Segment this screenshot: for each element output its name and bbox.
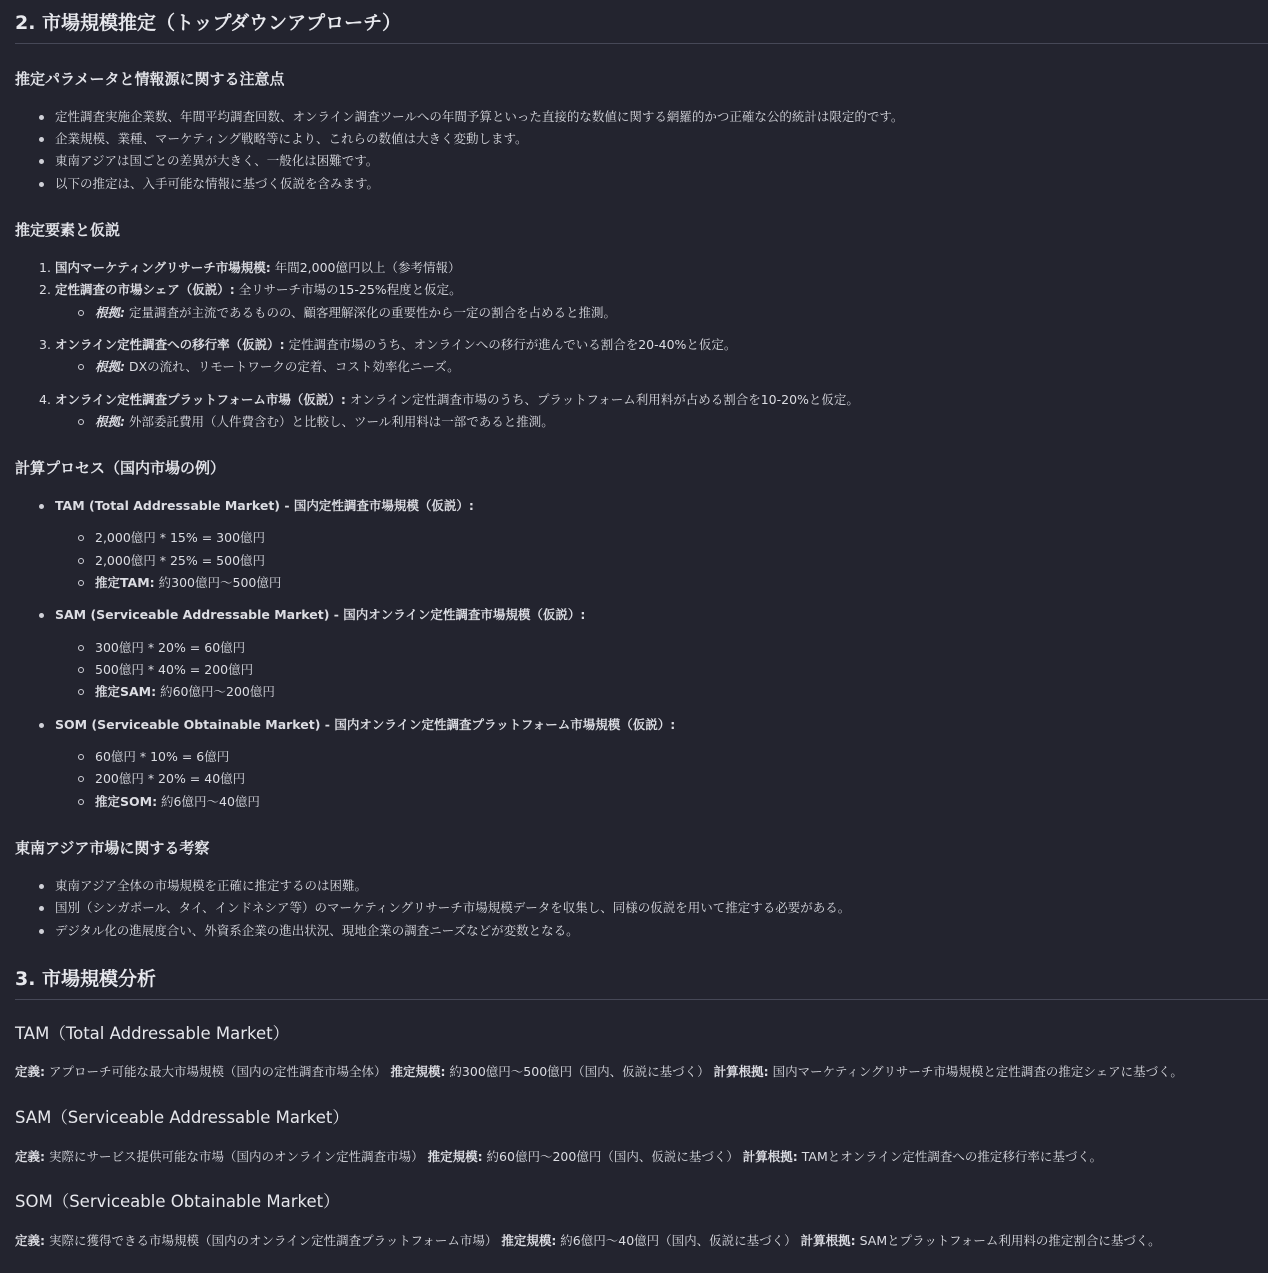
bullet-icon (39, 137, 44, 142)
sam-heading: SAM（Serviceable Addressable Market） (15, 1108, 349, 1127)
tam-heading: TAM（Total Addressable Market） (15, 1024, 290, 1043)
circle-bullet-icon (78, 364, 84, 370)
document: 2. 市場規模推定（トップダウンアプローチ） 推定パラメータと情報源に関する注意点 定性調査実施企業数、年間平均調査回数、オンライン調査ツールへの年間予算といった直接的な数値に関する網羅的かつ正確な公的統計は限定的です。 企業規模、業種、マーケティング戦略等により、これらの数値は大きく変動します。 東南アジアは国ごとの差異が大きく、一般化は困難です。 以下の推定は、入手可能な情報に基づく仮説を含みます。 推定要素と仮説 1. 国内マーケティングリサーチ市場規模: 年間2,000億円以上（参考情報） 2. 定性調査の市場シェア（仮説）: 全リサーチ市場の15-25%程度と仮定。 根拠: 定量調査が主流であるものの、顧客理解深化の重要性から一定の割合を占めると推測。 3. オンライン定性調査への移行率（仮説）: 定性調査市場のうち、オンラインへの移行が進んでいる割合を20-40%と仮定。 根拠: DXの流れ、リモートワークの定着、コスト効率化ニーズ。 4. オンライン定性調査プラットフォーム市場（仮説）: オンライン定性調査市場のうち、プラットフォーム利用料が占める割合を10-20%と仮定。 根拠: 外部委託費用（人件費含む）と比較し、ツール利用料は一部であると推測。 計算プロセス（国内市場の例） TAM (Total Addressable Market) - 国内定性調査市場規模（仮説）: 2,000億円 * 15% = 300億円 2,000億円 * 25% = 500億円 推定TAM: 約300億円〜500億円 SAM (Serviceable Addressable Market) - 国内オンライン定性調査市場規模（仮説）: 300億円 * 20% = 60億円 500億円 * 40% = 200億円 推定SAM: 約60億円〜200億円 SOM (Serviceable Obtainable Market) - 国内オンライン定性調査プラットフォーム市場規模（仮説）: 60億円 * 10% = 6億円 200億円 * 20% = 40億円 推定SOM: 約6億円〜40億円 東南アジア市場に関する考察 東南アジア全体の市場規模を正確に推定するのは困難。 国別（シンガポール、タイ、インドネシア等）のマーケティングリサーチ市場規模データを収集し、同様の仮説を用いて推定する必要がある。 デジタル化の進展度合い、外資系企業の進出状況、現地企業の調査ニーズなどが変数となる。 3. 市場規模分析 TAM（Total Addressable Market） 定義: アプローチ可能な最大市場規模（国内の定性調査市場全体） 推定規模: 約300億円〜500億円（国内、仮説に基づく） 計算根拠: 国内マーケティングリサーチ市場規模と定性調査の推定シェアに基づく。 SAM（Serviceable Addressable Market） 定義: 実際にサービス提供可能な市場（国内のオンライン定性調査市場） 推定規模: 約60億円〜200億円（国内、仮説に基づく） 計算根拠: TAMとオンライン定性調査への推定移行率に基づく。 SOM（Serviceable Obtainable Market） 定義: 実際に獲得できる市場規模（国内のオンライン定性調査プラットフォーム市場） 推定規模: 約6億円〜40億円（国内、仮説に基づく） 計算根拠: SAMとプラットフォーム利用料の推定割合に基づく。 (0, 0, 1268, 1273)
bullet-icon (39, 115, 44, 120)
bullet-icon (39, 504, 44, 509)
calc-heading: 計算プロセス（国内市場の例） (15, 459, 226, 477)
section-3-title: 3. 市場規模分析 (15, 968, 157, 990)
circle-bullet-icon (78, 645, 84, 651)
bullet-icon (39, 613, 44, 618)
bullet-icon (39, 723, 44, 728)
som-heading: SOM（Serviceable Obtainable Market） (15, 1192, 340, 1211)
bullet-icon (39, 929, 44, 934)
circle-bullet-icon (78, 667, 84, 673)
circle-bullet-icon (78, 535, 84, 541)
divider (15, 999, 1268, 1000)
circle-bullet-icon (78, 754, 84, 760)
divider (15, 43, 1268, 44)
bullet-icon (39, 884, 44, 889)
circle-bullet-icon (78, 689, 84, 695)
notes-heading: 推定パラメータと情報源に関する注意点 (15, 70, 285, 88)
circle-bullet-icon (78, 776, 84, 782)
bullet-icon (39, 159, 44, 164)
sea-heading: 東南アジア市場に関する考察 (15, 839, 210, 857)
section-2-title: 2. 市場規模推定（トップダウンアプローチ） (15, 12, 402, 34)
circle-bullet-icon (78, 580, 84, 586)
circle-bullet-icon (78, 310, 84, 316)
circle-bullet-icon (78, 419, 84, 425)
circle-bullet-icon (78, 558, 84, 564)
bullet-icon (39, 182, 44, 187)
bullet-icon (39, 906, 44, 911)
circle-bullet-icon (78, 799, 84, 805)
elements-heading: 推定要素と仮説 (15, 221, 121, 239)
